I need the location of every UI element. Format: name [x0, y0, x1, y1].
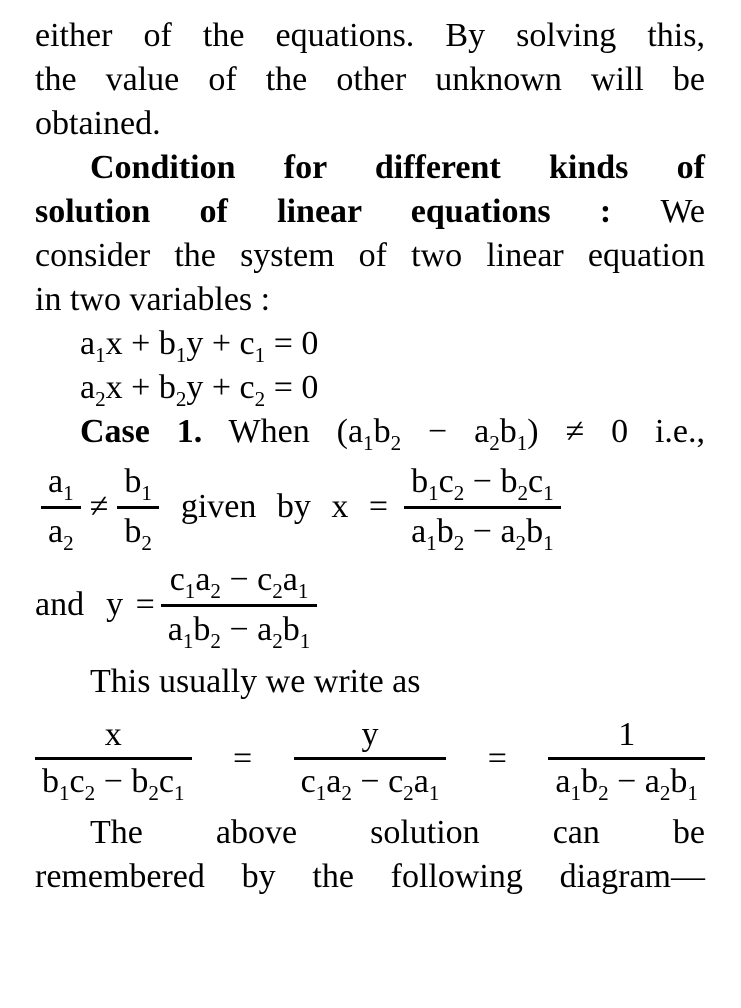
fraction-numerator: $b_1c_2 - b_2c_1$	[411, 463, 554, 505]
paragraph-intro	[35, 14, 705, 146]
fraction-y-over	[294, 716, 447, 805]
heading-regular-part: We	[660, 193, 705, 230]
text-line: either of the equations. By solving this,	[35, 17, 705, 54]
paragraph-closing	[35, 811, 705, 899]
case1-label: Case 1.	[80, 413, 203, 450]
equation-system	[35, 322, 705, 454]
fraction-denominator: $a_2$	[48, 513, 74, 555]
text-line: remembered by the following diagram—	[35, 858, 705, 895]
fraction-b1-b2	[117, 462, 159, 555]
fraction-bar	[41, 506, 81, 509]
fraction-x-value	[404, 462, 561, 555]
fraction-bar	[404, 506, 561, 509]
fraction-a1-a2	[41, 462, 81, 555]
fraction-y-value	[161, 560, 318, 653]
fraction-bar	[294, 757, 447, 760]
fraction-numerator: 1	[618, 716, 636, 753]
equals-sign: =	[487, 739, 507, 777]
equation-line-2: $a_2x + b_2y + c_2 = 0$	[80, 369, 319, 411]
fraction-x-over	[35, 716, 192, 805]
and-text: and	[35, 586, 85, 623]
fraction-denominator: $b_2$	[124, 513, 152, 555]
display-x-solution	[35, 462, 705, 555]
display-y-solution	[35, 560, 705, 653]
write-as-line: This usually we write as	[90, 663, 421, 700]
fraction-bar	[548, 757, 705, 760]
case1-condition: When $(a_1b_2 - a_2b_1) \ne 0$ i.e.,	[202, 413, 705, 455]
fraction-denominator: $c_1a_2 - c_2a_1$	[300, 763, 440, 805]
text-line: in two variables :	[35, 281, 271, 318]
equation-line-1: $a_1x + b_1y + c_1 = 0$	[80, 325, 319, 367]
paragraph-condition	[35, 146, 705, 322]
equals-sign: =	[233, 739, 253, 777]
fraction-numerator: y	[361, 716, 379, 753]
fraction-denominator: $b_1c_2 - b_2c_1$	[42, 763, 185, 805]
fraction-numerator: $c_1a_2 - c_2a_1$	[169, 561, 309, 603]
fraction-denominator: $a_1b_2 - a_2b_1$	[411, 513, 554, 555]
fraction-bar	[161, 604, 318, 607]
case1-line	[35, 410, 705, 454]
given-by-x-text: given by x =	[180, 488, 389, 525]
fraction-one-over	[548, 716, 705, 805]
text-line: obtained.	[35, 105, 161, 142]
fraction-numerator: $b_1$	[124, 463, 152, 505]
text-line: the value of the other unknown will be	[35, 61, 705, 98]
fraction-bar	[35, 757, 192, 760]
text-line: The above solution can be	[90, 814, 705, 851]
heading-line: Condition for different kinds of	[90, 149, 705, 186]
not-equal-sign: ≠	[89, 488, 109, 525]
text-line: consider the system of two linear equation	[35, 237, 705, 274]
display-combined-proportion	[35, 716, 705, 805]
y-equals-text: y =	[106, 586, 155, 623]
fraction-numerator: x	[104, 716, 122, 753]
fraction-denominator: $a_1b_2 - a_2b_1$	[167, 611, 311, 653]
fraction-bar	[117, 506, 159, 509]
fraction-numerator: $a_1$	[48, 463, 74, 505]
heading-bold-part: solution of linear equations :	[35, 193, 661, 230]
heading-line	[35, 190, 705, 234]
fraction-denominator: $a_1b_2 - a_2b_1$	[555, 763, 698, 805]
